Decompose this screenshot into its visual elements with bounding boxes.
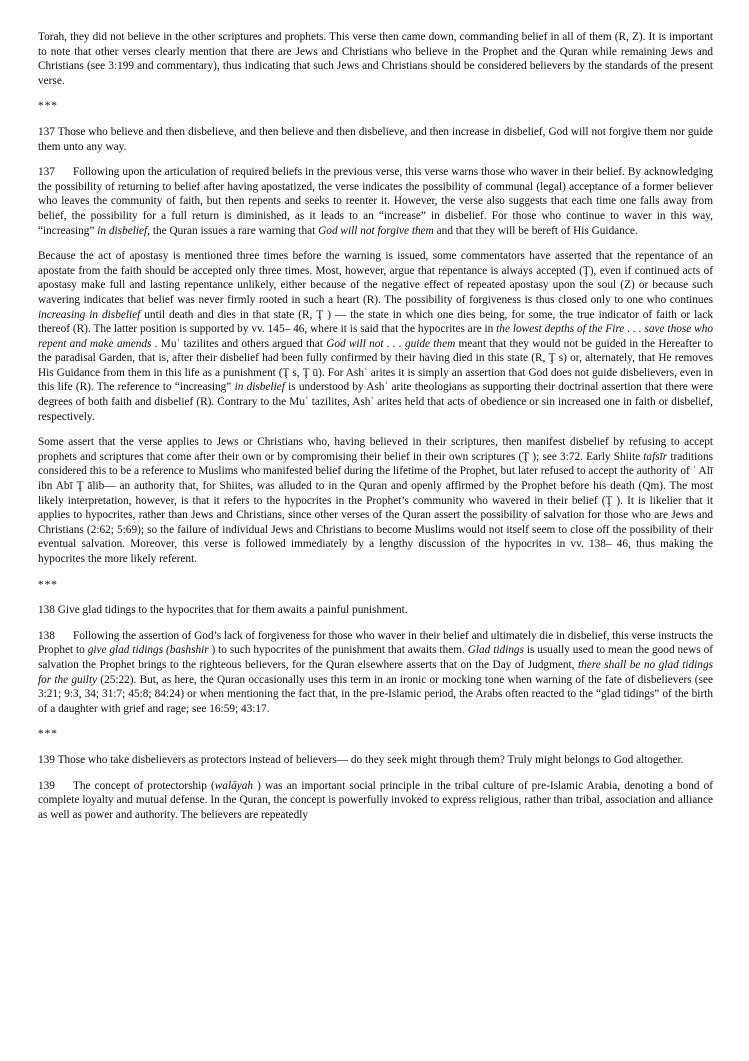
section-separator: *** (38, 578, 58, 591)
section-separator: *** (38, 100, 58, 113)
commentary-paragraph (38, 629, 713, 717)
text-run: ) was an important social principle in the tribal culture of pre-Islamic Arabia, denoting a bond of complete loyalty and mutual defense. In the Quran, the concept is powerfully invoked to express religious, rather than tribal, association and alliance as well as power and authority. The believers are repeatedly (38, 779, 714, 821)
text-run: 139 (38, 779, 55, 792)
text-run: the Quran issues a rare warning that (150, 224, 319, 237)
italic-run: there shall be no glad tidings for the guilty (38, 658, 714, 686)
italic-run: give glad tidings (bashshir (87, 644, 209, 657)
text-run: The concept of protectorship ( (72, 779, 215, 792)
italic-run: God will not . . . guide them (326, 337, 456, 350)
text-run: Because the act of apostasy is mentioned three times before the warning is issued, some commentators have asserted that the repentance of an apostate from the faith should be accepted only three times. Most, however, argue that repentance is always accepted (Ţ), even if continued acts of apostasy make full and lasting repentance unlikely, either because of the negative effect of repeated apostasy upon the soul (Z) or because such wavering indicates that belief was never firmly rooted in such a heart (R). The possibility of forgiveness is thus closed only to one who continues (38, 250, 713, 306)
text-run: . Muʿ tazilites and others argued that (151, 337, 327, 350)
italic-run: in disbelief, (97, 224, 150, 237)
italic-run: God will not forgive them (318, 224, 434, 237)
italic-run: in disbelief (234, 381, 285, 394)
italic-run: walāyah (214, 779, 254, 792)
text-run: is usually used to mean the good news of salvation the Prophet brings to the righteous believers, for the Quran elsewhere asserts that on the Day of Judgment, (38, 644, 713, 671)
commentary-paragraph (38, 435, 713, 566)
italic-run: increasing in disbelief (38, 308, 141, 321)
text-run: 138 Give glad tidings to the hypocrites that for them awaits a painful punishment. (38, 604, 408, 617)
text-run: meant that they would not be guided in the Hereafter to the paradisal Garden, that is, after their disbelief had been fully confirmed by their having died in this state (R, Ţ s) or, alternately, that He removes His Guidance from them in this life as a punishment (Ţ s, Ţ ū). For Ashʿ arites it is simply an assertion that God does not guide disbelievers, even in this life (R). The reference to “increasing” (38, 337, 713, 394)
text-run: (25:22). But, as here, the Quran occasionally uses this term in an ironic or mocking tone when warning of the fate of disbelievers (see 3:21; 9:3, 34; 31:7; 45:8; 84:24) or when mentioning the fact that, in the pre-Islamic period, the Arabs often reacted to the “glad tidings” of the birth of a daughter with grief and rage; see 16:59; 43:17. (38, 673, 713, 715)
text-run: Torah, they did not believe in the other scriptures and prophets. This verse then came down, commanding belief in all of them (R, Z). It is important to note that other verses clearly mention that there are Jews and Christians who believe in the Prophet and the Quran while remaining Jews and Christians (see 3:199 and commentary), thus indicating that such Jews and Christians should be considered believers by the standards of the present verse. (38, 31, 713, 87)
text-run: and that they will be bereft of His Guidance. (433, 224, 638, 237)
text-run: 138 (38, 629, 55, 642)
italic-run: tafsīr (643, 450, 668, 463)
text-run: ) to such hypocrites of the punishment that awaits them. (208, 644, 468, 657)
text-run: until death and dies in that state (R, Ţ ) — the state in which one dies being, for some, the true indicator of faith or lack thereof (R). The latter position is supported by vv. 145– 46, where it is said that the hypocrites are in (38, 308, 713, 336)
italic-run: Glad tidings (467, 644, 524, 657)
text-run: 137 (38, 166, 55, 179)
text-run: 137 Those who believe and then disbelieve, and then believe and then disbelieve, and then increase in disbelief, God will not forgive them nor guide them unto any way. (38, 125, 713, 153)
commentary-paragraph (38, 30, 713, 88)
text-run: Following upon the articulation of required beliefs in the previous verse, this verse warns those who waver in their belief. By acknowledging the possibility of returning to belief after having apostatized, the verse indicates the possibility of communal (legal) acceptance of a former believer who leaves the community of faith, but then repents and seeks to reenter it. However, the verse also suggests that each time one falls away from belief, the possibility for a full return is diminished, as it leads to an “increase” in disbelief. For those who continue to waver in this way, “increasing” (38, 166, 713, 237)
document-body (38, 30, 713, 822)
commentary-paragraph (38, 779, 713, 823)
section-separator: *** (38, 728, 58, 741)
text-run: is understood by Ashʿ arite theologians as supporting their doctrinal assertion that there were degrees of both faith and disbelief (R). Contrary to the Muʿ tazilites, Ashʿ arites held that acts of obedience or sin increased one in faith or disbelief, respectively. (38, 381, 713, 423)
text-run: traditions considered this to be a reference to Muslims who manifested belief during the lifetime of the Prophet, but later refused to accept the authority of ʿ Alī ibn Abī Ţ ālib— an authority that, for Shiites, was alluded to in the Quran and openly affirmed by the Prophet before his death (Qm). The most likely interpretation, however, is that it refers to the hypocrites in the Prophet’s community who wavered in their belief (Ţ ). It is likelier that it applies to hypocrites, rather than Jews and Christians, since other verses of the Quran assert the possibility of salvation for those who are Jews and Christians (2:62; 5:69); so the failure of individual Jews and Christians to become Muslims would not itself seem to close off the possibility of their eventual salvation. Moreover, this verse is followed immediately by a lengthy discussion of the hypocrites in vv. 138– 46, thus making the hypocrites the more likely referent. (38, 450, 713, 565)
text-run: Some assert that the verse applies to Jews or Christians who, having believed in their scriptures, then manifest disbelief by refusing to accept prophets and scriptures that come after their own or by compromising their belief in their own scriptures (Ţ ); see 3:72. Early Shiite (38, 436, 713, 463)
verse-text (38, 125, 713, 154)
text-run: Following the assertion of God’s lack of forgiveness for those who waver in their belief and ultimately die in disbelief, this verse instructs the Prophet to (38, 629, 713, 657)
commentary-paragraph (38, 249, 713, 424)
text-run: 139 Those who take disbelievers as protectors instead of believers— do they seek might through them? Truly might belongs to God altogether. (38, 753, 684, 766)
italic-run: the lowest depths of the Fire . . . save those who repent and make amends (38, 323, 714, 350)
verse-text (38, 603, 713, 618)
commentary-paragraph (38, 165, 713, 238)
verse-text (38, 753, 713, 768)
